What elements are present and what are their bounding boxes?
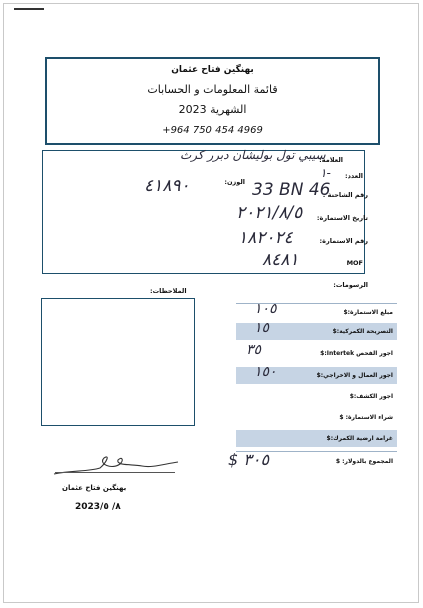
header-box — [45, 57, 380, 145]
fees-section-label: الرسومات: — [333, 281, 368, 289]
label-count: العدد: — [344, 172, 363, 180]
value-form-date: ٢٠٢١/٨/٥ — [236, 203, 303, 223]
fee-row-form-amount — [236, 301, 397, 321]
label-mof: MOF — [346, 259, 363, 267]
fee-value: ١٥٠ — [254, 364, 277, 380]
shipment-info-box — [42, 150, 365, 274]
fee-label: شراء الاستمارة: $ — [339, 414, 393, 421]
fee-row-inspection — [236, 342, 397, 362]
fee-label: غرامة ارضية الكمرك:$ — [326, 435, 393, 442]
label-weight: الوزن: — [224, 178, 245, 186]
fee-label: مبلغ الاستمارة:$ — [343, 309, 393, 316]
notes-section-label: الملاحظات: — [150, 287, 187, 295]
label-form-date: تاريخ الاستمارة: — [316, 214, 368, 222]
fee-value: ١٠٥ — [254, 301, 277, 317]
value-mark: سيبي تول بوليشان دبرر كرث — [180, 148, 326, 162]
fee-value: ١٥ — [254, 320, 270, 336]
document-title: قائمة المعلومات و الحسابات — [147, 83, 278, 96]
fee-row-customs-fine — [236, 430, 397, 447]
fee-value: ٣٥ — [246, 342, 262, 358]
phone-number: +964 750 454 4969 — [162, 125, 263, 136]
fee-value: $ ٣٠٥ — [228, 450, 270, 469]
notes-box — [41, 298, 195, 426]
signature-date: 2023/٨/ ٥ — [75, 502, 121, 512]
label-form-number: رقم الاستمارة: — [319, 237, 368, 245]
value-mof: ٨٤٨١ — [262, 250, 299, 270]
label-mark: العلامة: — [319, 156, 343, 164]
signer-name: بهنگين فتاح عثمان — [62, 484, 127, 492]
value-weight: ٤١٨٩٠ — [144, 176, 190, 196]
fee-row-form-purchase — [236, 409, 397, 426]
signature-scribble — [52, 452, 182, 482]
value-truck-number: 33 BN 46 — [252, 180, 331, 200]
company-name: بهنگين فتاح عثمان — [171, 65, 254, 75]
fee-row-labor — [236, 364, 397, 384]
fee-row-inspection-report — [236, 388, 397, 405]
fee-row-customs-permit — [236, 320, 397, 340]
signature-line — [55, 472, 175, 473]
value-form-number: ١٨٢٠٢٤ — [238, 228, 293, 248]
label-truck-number: رقم الشاحنة : — [322, 191, 368, 199]
fee-label: المجموع بالدولار: $ — [335, 458, 393, 465]
monthly-year: الشهرية 2023 — [178, 103, 247, 116]
fee-label: اجور العمال و الاخراجي:$ — [316, 372, 393, 379]
fee-label: اجور الفحص Intertek:$ — [320, 350, 393, 357]
value-count: ١- — [320, 166, 331, 180]
fee-label: اجور الكشف:$ — [349, 393, 393, 400]
fee-label: التصريحة الكمركية:$ — [332, 328, 393, 335]
fee-row-total — [228, 450, 397, 472]
